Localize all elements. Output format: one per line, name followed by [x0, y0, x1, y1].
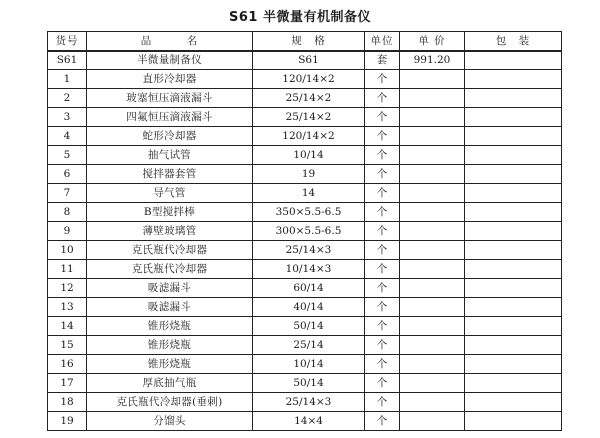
packaging-cell: [465, 374, 562, 393]
table-row: [48, 355, 562, 374]
header-packaging: 包 装: [465, 32, 562, 52]
specification-cell: 25/14×3: [253, 241, 365, 260]
packaging-cell: [465, 317, 562, 336]
unit-price-cell: [400, 412, 465, 431]
product-name-cell: 玻塞恒压滴液漏斗: [87, 89, 253, 108]
packaging-cell: [465, 51, 562, 70]
packaging-cell: [465, 165, 562, 184]
unit-cell: 个: [365, 184, 400, 203]
product-name-cell: 克氏瓶代冷却器: [87, 241, 253, 260]
item-number-cell: 18: [48, 393, 87, 412]
packaging-cell: [465, 108, 562, 127]
product-name-cell: B型搅拌棒: [87, 203, 253, 222]
packaging-cell: [465, 127, 562, 146]
unit-cell: 个: [365, 70, 400, 89]
unit-cell: 个: [365, 146, 400, 165]
product-name-cell: 蛇形冷却器: [87, 127, 253, 146]
unit-cell: 个: [365, 298, 400, 317]
item-number-cell: 2: [48, 89, 87, 108]
unit-cell: 个: [365, 127, 400, 146]
specification-cell: 120/14×2: [253, 127, 365, 146]
unit-price-cell: [400, 298, 465, 317]
unit-cell: 个: [365, 222, 400, 241]
specification-cell: 25/14×2: [253, 108, 365, 127]
unit-cell: 套: [365, 51, 400, 70]
unit-price-cell: [400, 108, 465, 127]
packaging-cell: [465, 184, 562, 203]
header-unit-price: 单 价: [400, 32, 465, 52]
unit-cell: 个: [365, 260, 400, 279]
unit-cell: 个: [365, 241, 400, 260]
table-row: [48, 203, 562, 222]
unit-price-cell: [400, 336, 465, 355]
product-name-cell: 薄壁玻璃管: [87, 222, 253, 241]
item-number-cell: 7: [48, 184, 87, 203]
specification-cell: S61: [253, 51, 365, 70]
table-header-row: [48, 32, 562, 52]
product-name-cell: 半微量制备仪: [87, 51, 253, 70]
item-number-cell: 6: [48, 165, 87, 184]
item-number-cell: 16: [48, 355, 87, 374]
specification-cell: 25/14×2: [253, 89, 365, 108]
product-name-cell: 锥形烧瓶: [87, 336, 253, 355]
unit-cell: 个: [365, 412, 400, 431]
product-table: [47, 31, 562, 431]
unit-price-cell: [400, 165, 465, 184]
header-product-name: 品 名: [87, 32, 253, 52]
specification-cell: 19: [253, 165, 365, 184]
table-row: [48, 127, 562, 146]
specification-cell: 120/14×2: [253, 70, 365, 89]
table-row: [48, 279, 562, 298]
specification-cell: 14: [253, 184, 365, 203]
unit-price-cell: [400, 374, 465, 393]
packaging-cell: [465, 89, 562, 108]
unit-cell: 个: [365, 108, 400, 127]
unit-price-cell: [400, 241, 465, 260]
packaging-cell: [465, 298, 562, 317]
item-number-cell: 15: [48, 336, 87, 355]
unit-price-cell: [400, 355, 465, 374]
unit-price-cell: [400, 184, 465, 203]
packaging-cell: [465, 70, 562, 89]
product-name-cell: 直形冷却器: [87, 70, 253, 89]
specification-cell: 14×4: [253, 412, 365, 431]
unit-price-cell: [400, 317, 465, 336]
packaging-cell: [465, 279, 562, 298]
table-row: [48, 51, 562, 70]
table-row: [48, 89, 562, 108]
packaging-cell: [465, 412, 562, 431]
packaging-cell: [465, 355, 562, 374]
item-number-cell: 9: [48, 222, 87, 241]
unit-price-cell: [400, 393, 465, 412]
unit-price-cell: [400, 70, 465, 89]
packaging-cell: [465, 146, 562, 165]
product-name-cell: 克氏瓶代冷却器(垂刺): [87, 393, 253, 412]
packaging-cell: [465, 222, 562, 241]
unit-cell: 个: [365, 393, 400, 412]
packaging-cell: [465, 393, 562, 412]
product-name-cell: 吸滤漏斗: [87, 298, 253, 317]
specification-cell: 10/14: [253, 146, 365, 165]
product-name-cell: 搅拌器套管: [87, 165, 253, 184]
table-row: [48, 165, 562, 184]
table-row: [48, 146, 562, 165]
unit-price-cell: [400, 146, 465, 165]
table-row: [48, 260, 562, 279]
packaging-cell: [465, 260, 562, 279]
product-name-cell: 锥形烧瓶: [87, 355, 253, 374]
specification-cell: 40/14: [253, 298, 365, 317]
item-number-cell: 14: [48, 317, 87, 336]
unit-price-cell: [400, 260, 465, 279]
packaging-cell: [465, 241, 562, 260]
product-name-cell: 导气管: [87, 184, 253, 203]
item-number-cell: 1: [48, 70, 87, 89]
unit-cell: 个: [365, 336, 400, 355]
table-row: [48, 317, 562, 336]
specification-cell: 10/14: [253, 355, 365, 374]
table-row: [48, 222, 562, 241]
packaging-cell: [465, 336, 562, 355]
specification-cell: 10/14×3: [253, 260, 365, 279]
product-name-cell: 厚底抽气瓶: [87, 374, 253, 393]
unit-cell: 个: [365, 203, 400, 222]
item-number-cell: 12: [48, 279, 87, 298]
unit-cell: 个: [365, 279, 400, 298]
product-name-cell: 分馏头: [87, 412, 253, 431]
unit-cell: 个: [365, 374, 400, 393]
product-name-cell: 四氟恒压滴液漏斗: [87, 108, 253, 127]
table-row: [48, 298, 562, 317]
header-item-number: 货号: [48, 32, 87, 52]
specification-cell: 60/14: [253, 279, 365, 298]
table-row: [48, 70, 562, 89]
table-row: [48, 412, 562, 431]
unit-cell: 个: [365, 165, 400, 184]
specification-cell: 300×5.5-6.5: [253, 222, 365, 241]
item-number-cell: 19: [48, 412, 87, 431]
table-row: [48, 336, 562, 355]
packaging-cell: [465, 203, 562, 222]
specification-cell: 350×5.5-6.5: [253, 203, 365, 222]
table-body: [48, 51, 562, 431]
document-title: S61 半微量有机制备仪: [229, 10, 371, 25]
unit-price-cell: [400, 203, 465, 222]
unit-price-cell: [400, 222, 465, 241]
unit-cell: 个: [365, 355, 400, 374]
unit-price-cell: 991.20: [400, 51, 465, 70]
header-unit: 单位: [365, 32, 400, 52]
specification-cell: 25/14×3: [253, 393, 365, 412]
unit-cell: 个: [365, 317, 400, 336]
item-number-cell: 8: [48, 203, 87, 222]
item-number-cell: S61: [48, 51, 87, 70]
table-row: [48, 241, 562, 260]
table-row: [48, 374, 562, 393]
item-number-cell: 11: [48, 260, 87, 279]
item-number-cell: 5: [48, 146, 87, 165]
table-row: [48, 108, 562, 127]
unit-price-cell: [400, 89, 465, 108]
item-number-cell: 4: [48, 127, 87, 146]
product-name-cell: 克氏瓶代冷却器: [87, 260, 253, 279]
item-number-cell: 3: [48, 108, 87, 127]
header-specification: 规 格: [253, 32, 365, 52]
unit-cell: 个: [365, 89, 400, 108]
specification-cell: 50/14: [253, 374, 365, 393]
unit-price-cell: [400, 279, 465, 298]
product-name-cell: 吸滤漏斗: [87, 279, 253, 298]
item-number-cell: 13: [48, 298, 87, 317]
specification-cell: 50/14: [253, 317, 365, 336]
product-name-cell: 锥形烧瓶: [87, 317, 253, 336]
table-row: [48, 184, 562, 203]
specification-cell: 25/14: [253, 336, 365, 355]
unit-price-cell: [400, 127, 465, 146]
table-row: [48, 393, 562, 412]
item-number-cell: 10: [48, 241, 87, 260]
item-number-cell: 17: [48, 374, 87, 393]
product-name-cell: 抽气试管: [87, 146, 253, 165]
